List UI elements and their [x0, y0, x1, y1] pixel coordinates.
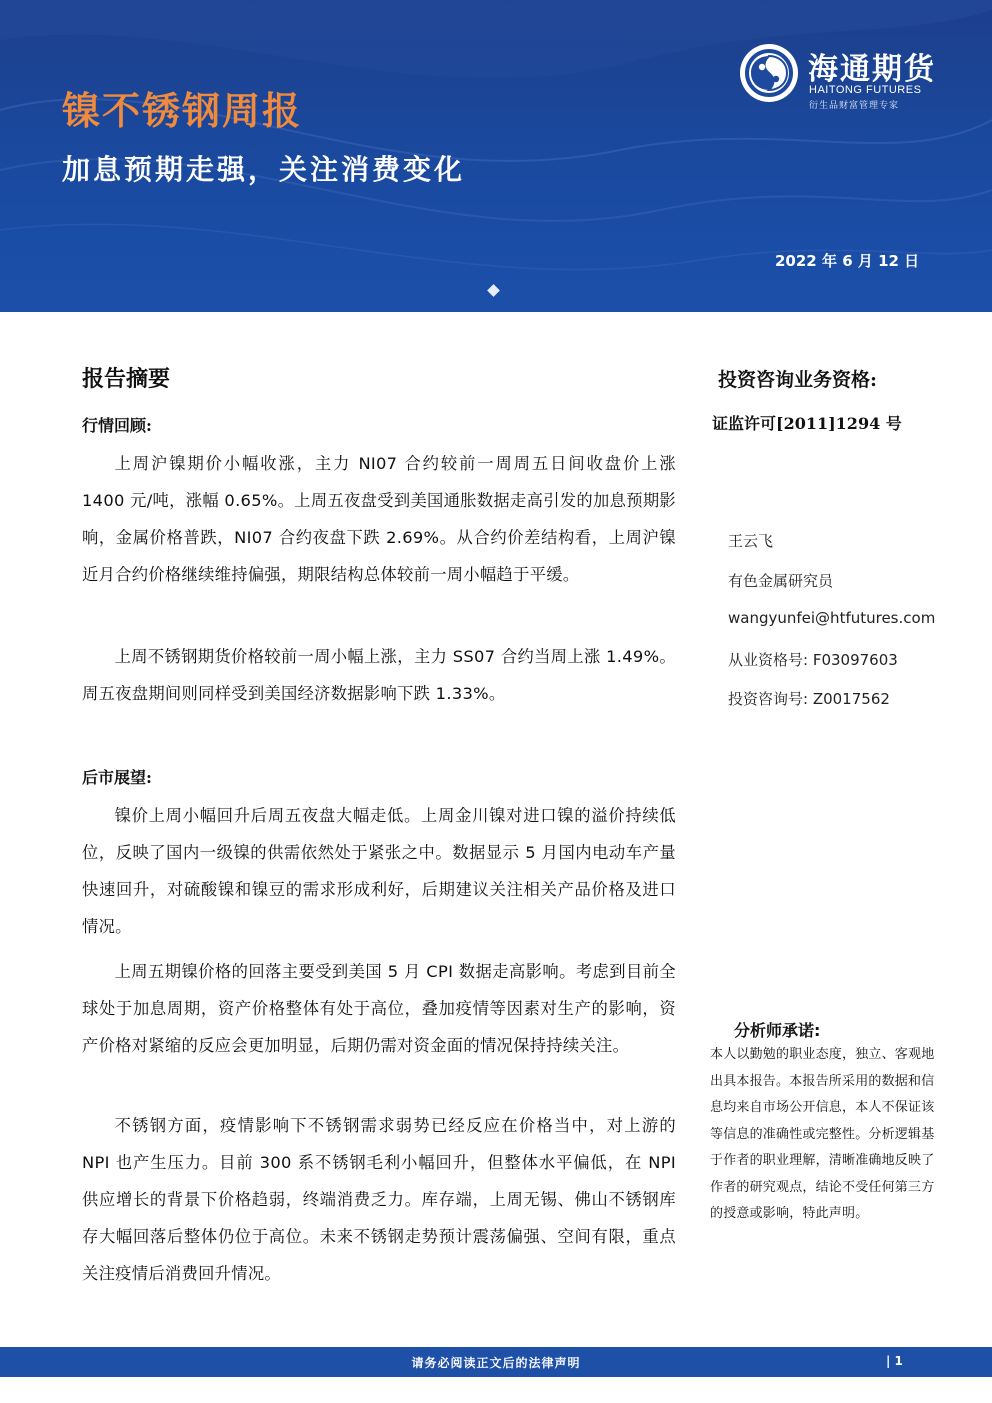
analyst-role: 有色金属研究员 [728, 572, 834, 590]
legal-notice: 请务必阅读正文后的法律声明 [411, 1356, 581, 1370]
report-title: 镍不锈钢周报 [62, 89, 303, 133]
analyst-email[interactable]: wangyunfei@htfutures.com [728, 609, 936, 627]
haitong-logo-icon [738, 42, 800, 104]
license-number: 证监许可[2011]1294 号 [712, 414, 902, 433]
report-header [0, 0, 992, 312]
summary-title: 报告摘要 [82, 366, 171, 392]
qualification-title: 投资咨询业务资格: [718, 369, 878, 391]
logo-slogan: 衍生品财富管理专家 [809, 101, 900, 111]
report-date: 2022 年 6 月 12 日 [775, 252, 920, 270]
page-number: | 1 [886, 1354, 903, 1368]
company-logo [738, 42, 958, 112]
outlook-paragraph-3: 不锈钢方面，疫情影响下不锈钢需求弱势已经反应在价格当中，对上游的 NPI 也产生压力。目前 300 系不锈钢毛利小幅回升，但整体水平偏低，在 NPI 供应增长的背景下价格趋弱，终端消费乏力。库存端，上周无锡、佛山不锈钢库存大幅回落后整体仍位于高位。未来不锈钢走势预计震荡偏强、空间有限，重点关注疫情后消费回升情况。 [82, 1116, 676, 1283]
logo-name-cn: 海通期货 [808, 52, 936, 87]
analyst-promise-text: 本人以勤勉的职业态度，独立、客观地出具本报告。本报告所采用的数据和信息均来自市场公开信息，本人不保证该等信息的准确性或完整性。分析逻辑基于作者的职业理解，清晰准确地反映了作者的研究观点，结论不受任何第三方的授意或影响，特此声明。 [710, 1047, 935, 1221]
analyst-name: 王云飞 [728, 532, 774, 550]
outlook-paragraph-2: 上周五期镍价格的回落主要受到美国 5 月 CPI 数据走高影响。考虑到目前全球处于加息周期，资产价格整体有处于高位，叠加疫情等因素对生产的影响，资产价格对紧缩的反应会更加明显，后期仍需对资金面的情况保持持续关注。 [82, 962, 676, 1055]
page-footer [0, 1347, 992, 1377]
review-paragraph-1: 上周沪镍期价小幅收涨，主力 NI07 合约较前一周周五日间收盘价上涨 1400 元/吨，涨幅 0.65%。上周五夜盘受到美国通胀数据走高引发的加息预期影响，金属价格普跌，NI07 合约夜盘下跌 2.69%。从合约价差结构看，上周沪镍近月合约价格继续维持偏强，期限结构总体较前一周小幅趋于平缓。 [82, 454, 676, 584]
analyst-cert-number: 从业资格号: F03097603 [728, 651, 898, 669]
outlook-paragraph-1: 镍价上周小幅回升后周五夜盘大幅走低。上周金川镍对进口镍的溢价持续低位，反映了国内一级镍的供需依然处于紧张之中。数据显示 5 月国内电动车产量快速回升，对硫酸镍和镍豆的需求形成利好，后期建议关注相关产品价格及进口情况。 [82, 806, 676, 936]
outlook-heading: 后市展望: [82, 768, 152, 787]
analyst-promise-title: 分析师承诺: [734, 1021, 821, 1040]
logo-name-en: HAITONG FUTURES [809, 84, 922, 96]
analyst-consult-number: 投资咨询号: Z0017562 [728, 690, 890, 708]
review-heading: 行情回顾: [82, 416, 152, 435]
report-subtitle: 加息预期走强，关注消费变化 [62, 153, 466, 186]
review-paragraph-2: 上周不锈钢期货价格较前一周小幅上涨，主力 SS07 合约当周上涨 1.49%。周五夜盘期间则同样受到美国经济数据影响下跌 1.33%。 [82, 647, 676, 703]
